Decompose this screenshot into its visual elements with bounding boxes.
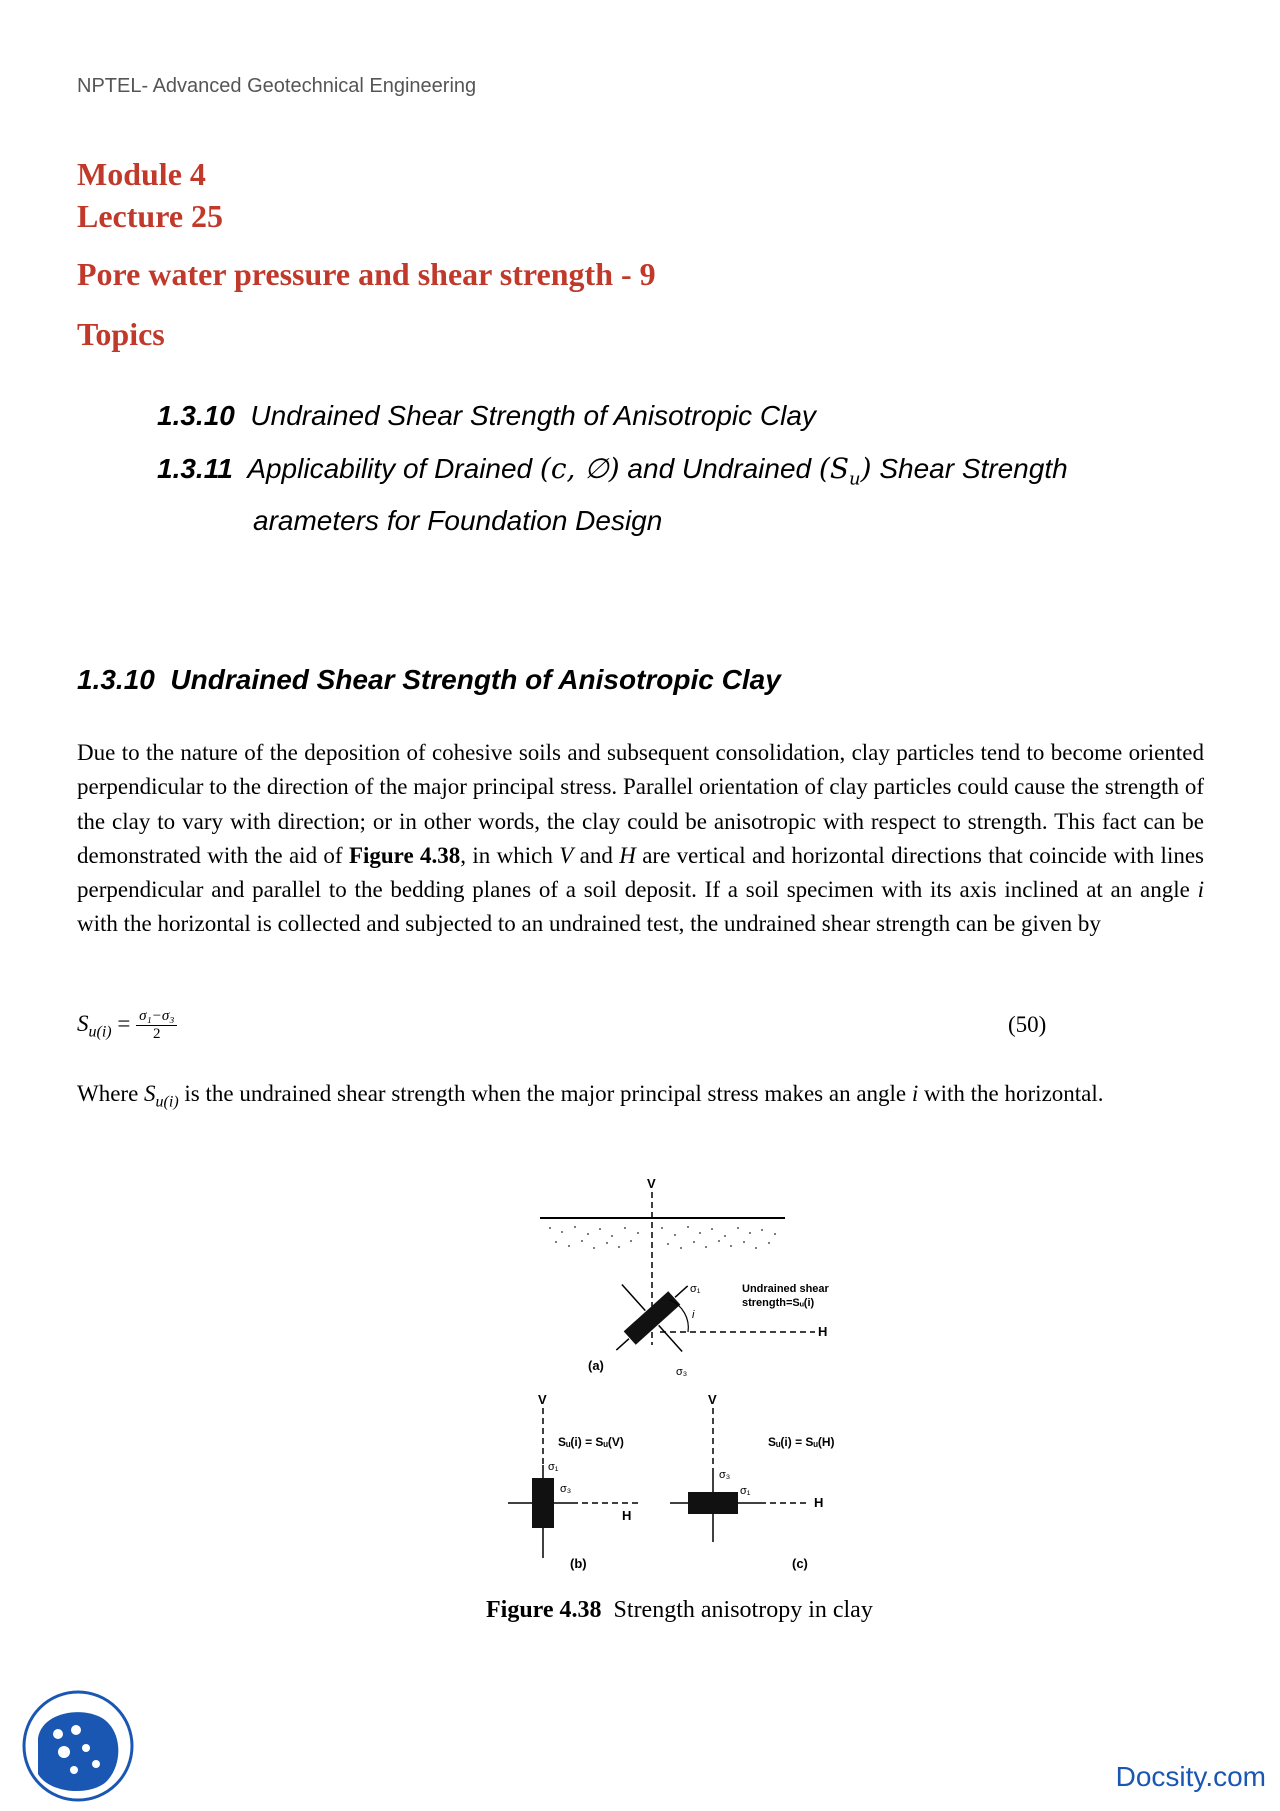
label-sigma1-c: σ₁ <box>740 1485 751 1497</box>
label-sigma3-c: σ₃ <box>719 1469 731 1481</box>
label-v-c: V <box>708 1392 717 1407</box>
label-part-a: (a) <box>588 1358 604 1373</box>
label-sigma1-a: σ₁ <box>690 1283 701 1295</box>
equation-fraction: $\frac{\text{σ₁−σ₃}}{2}$ <box>136 1008 177 1043</box>
equation-number: (50) <box>1008 1012 1047 1037</box>
caption-text: Strength anisotropy in clay <box>613 1597 873 1623</box>
toc-item-text: Applicability of Drained <box>247 453 540 484</box>
body-paragraph: Due to the nature of the deposition of cohesive soils and subsequent consolidation, clay particles tend to become oriented perpendicular to the direction of the major principal stress. Parallel orientation of clay particles could cause the strength of the clay to vary with direction; or in other words, the clay could be anisotropic with respect to strength. This fact can be demonstrated with the aid of Figure 4.38, in which V and H are vertical and horizontal directions that coincide with lines perpendicular and parallel to the bedding planes of a soil deposit. If a soil specimen with its axis inclined at an angle i with the horizontal is collected and subjected to an undrained test, the undrained shear strength can be given by <box>77 740 1204 937</box>
note-a-line1: Undrained shear <box>742 1283 829 1295</box>
docsity-logo-icon <box>20 1690 136 1802</box>
toc-math-c-phi: (c, ∅) <box>539 452 620 485</box>
toc-item-2: 1.3.11 Applicability of Drained (c, ∅) and Undrained $(S_u)$ Shear Strength <box>157 452 1068 490</box>
specimen-c <box>688 1492 738 1514</box>
equation-c: Sᵤ(i) = Sᵤ(H) <box>768 1435 835 1449</box>
label-v-b: V <box>538 1392 547 1407</box>
specimen-b <box>532 1478 554 1528</box>
module-heading: Module 4 <box>77 156 206 192</box>
label-part-b: (b) <box>570 1556 587 1571</box>
figure-reference: Figure 4.38 <box>348 842 461 868</box>
note-a-line2: strength=Sᵤ(i) <box>742 1297 815 1309</box>
section-heading <box>77 664 781 696</box>
section-number: 1.3.10 <box>77 664 155 695</box>
label-sigma3-b: σ₃ <box>560 1483 572 1495</box>
figure-part-c <box>670 1392 835 1571</box>
figure-4-38 <box>490 1170 850 1590</box>
equation-50: $S_{u(i)}$ = $\frac{\text{σ₁−σ₃}}{2}$ <box>77 1008 177 1043</box>
label-sigma3-a: σ₃ <box>676 1366 688 1378</box>
label-part-c: (c) <box>792 1556 808 1571</box>
figure-caption <box>486 1597 873 1624</box>
topics-heading: Topics <box>77 316 165 352</box>
toc-item-number: 1.3.10 <box>157 400 235 431</box>
toc-item-number: 1.3.11 <box>157 453 233 484</box>
lecture-heading: Lecture 25 <box>77 198 224 234</box>
lecture-title: Pore water pressure and shear strength - 9 <box>77 256 656 292</box>
docsity-link[interactable]: Docsity.com <box>1115 1761 1266 1792</box>
label-h-c: H <box>814 1495 824 1510</box>
label-v-a: V <box>647 1176 656 1191</box>
section-title: Undrained Shear Strength of Anisotropic Clay <box>170 664 781 695</box>
toc-item-1 <box>157 400 816 432</box>
toc-item-text: Undrained Shear Strength of Anisotropic Clay <box>250 400 816 431</box>
label-sigma1-b: σ₁ <box>548 1461 559 1473</box>
page-header: NPTEL- Advanced Geotechnical Engineering <box>77 75 477 97</box>
label-angle-i: i <box>692 1309 695 1321</box>
figure-part-a <box>540 1176 830 1384</box>
where-paragraph: Where $S_{u(i)}$ is the undrained shear strength when the major principal stress makes an angle i with the horizontal. <box>77 1081 1104 1111</box>
toc-item-2-line2: arameters for Foundation Design <box>253 505 663 536</box>
caption-label: Figure 4.38 <box>486 1597 602 1623</box>
equation-b: Sᵤ(i) = Sᵤ(V) <box>558 1435 624 1449</box>
label-h-a: H <box>818 1324 828 1339</box>
soil-stipple <box>549 1226 776 1249</box>
label-h-b: H <box>622 1508 632 1523</box>
figure-part-b <box>508 1392 640 1571</box>
